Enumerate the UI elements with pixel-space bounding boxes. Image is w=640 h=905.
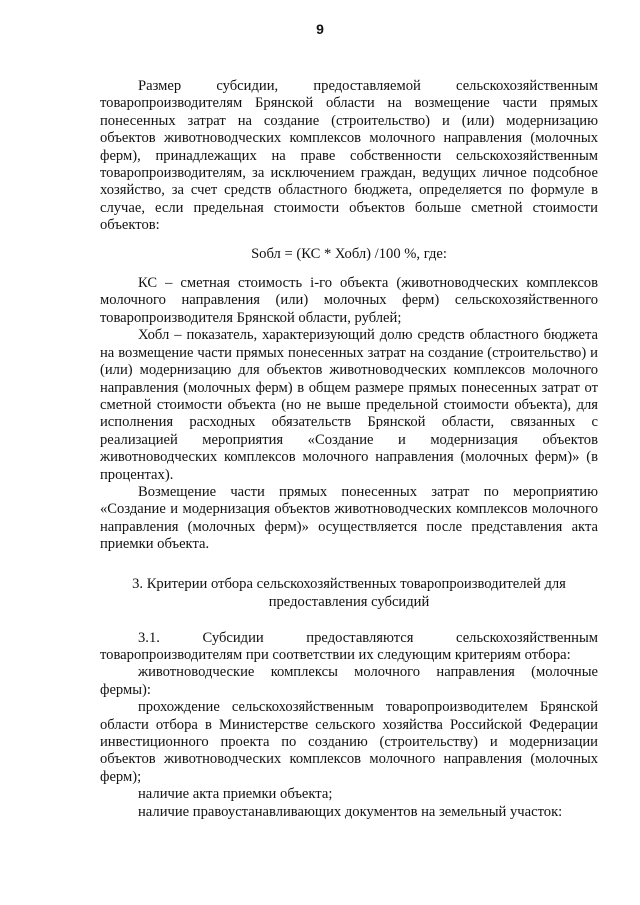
- criteria-item-selection: прохождение сельскохозяйственным товаропроизводителем Брянской области отбора в Министерстве сельского хозяйства Российской Федерации инвестиционного проекта по созданию (строительству) и модернизации объектов животноводческих комплексов молочного направления (молочных ферм);: [100, 699, 598, 785]
- section-heading: [100, 575, 598, 611]
- criteria-intro: 3.1. Субсидии предоставляются сельскохозяйственным товаропроизводителям при соответствии их следующим критериям отбора:: [100, 629, 598, 663]
- section-heading-line1: 3. Критерии отбора сельскохозяйственных товаропроизводителей для: [132, 575, 566, 592]
- subsidy-formula: Sобл = (КС * Хобл) /100 %, где:: [251, 245, 447, 262]
- xobl-definition: Хобл – показатель, характеризующий долю средств областного бюджета на возмещение части прямых понесенных затрат на создание (строительство) и (или) модернизацию для объектов животноводческих комплексов молочного направления (молочных ферм) в общем размере прямых понесенных затрат от сметной стоимости объекта (но не выше предельной стоимости объекта), для исполнения расходных обязательств Брянской области, связанных с реализацией мероприятия «Создание и модернизация объектов животноводческих комплексов молочного направления (молочных ферм)» (в процентах).: [100, 327, 598, 483]
- ks-definition: КС – сметная стоимость i-го объекта (животноводческих комплексов молочного направления (или) молочных ферм) сельскохозяйственного товаропроизводителя Брянской области, рублей;: [100, 275, 598, 326]
- subsidy-size-paragraph: Размер субсидии, предоставляемой сельскохозяйственным товаропроизводителям Брянской области на возмещение части прямых понесенных затрат на создание (строительство) и (или) модернизацию объектов животноводческих комплексов молочного направления (молочных ферм), принадлежащих на праве собственности сельскохозяйственным товаропроизводителям, за исключением граждан, ведущих личное подсобное хозяйство, за счет средств областного бюджета, определяется по формуле в случае, если предельная стоимости объектов больше сметной стоимости объектов:: [100, 78, 598, 234]
- section-heading-line2: предоставления субсидий: [268, 593, 430, 610]
- criteria-item-farms: животноводческие комплексы молочного направления (молочные фермы):: [100, 664, 598, 698]
- criteria-item-act: наличие акта приемки объекта;: [138, 786, 333, 803]
- reimbursement-paragraph: Возмещение части прямых понесенных затрат по мероприятию «Создание и модернизация объектов животноводческих комплексов молочного направления (молочных ферм)» осуществляется после представления акта приемки объекта.: [100, 483, 598, 553]
- criteria-item-land-docs: наличие правоустанавливающих документов на земельный участок:: [138, 803, 563, 820]
- document-body: [100, 78, 598, 821]
- page-number: 9: [316, 21, 324, 37]
